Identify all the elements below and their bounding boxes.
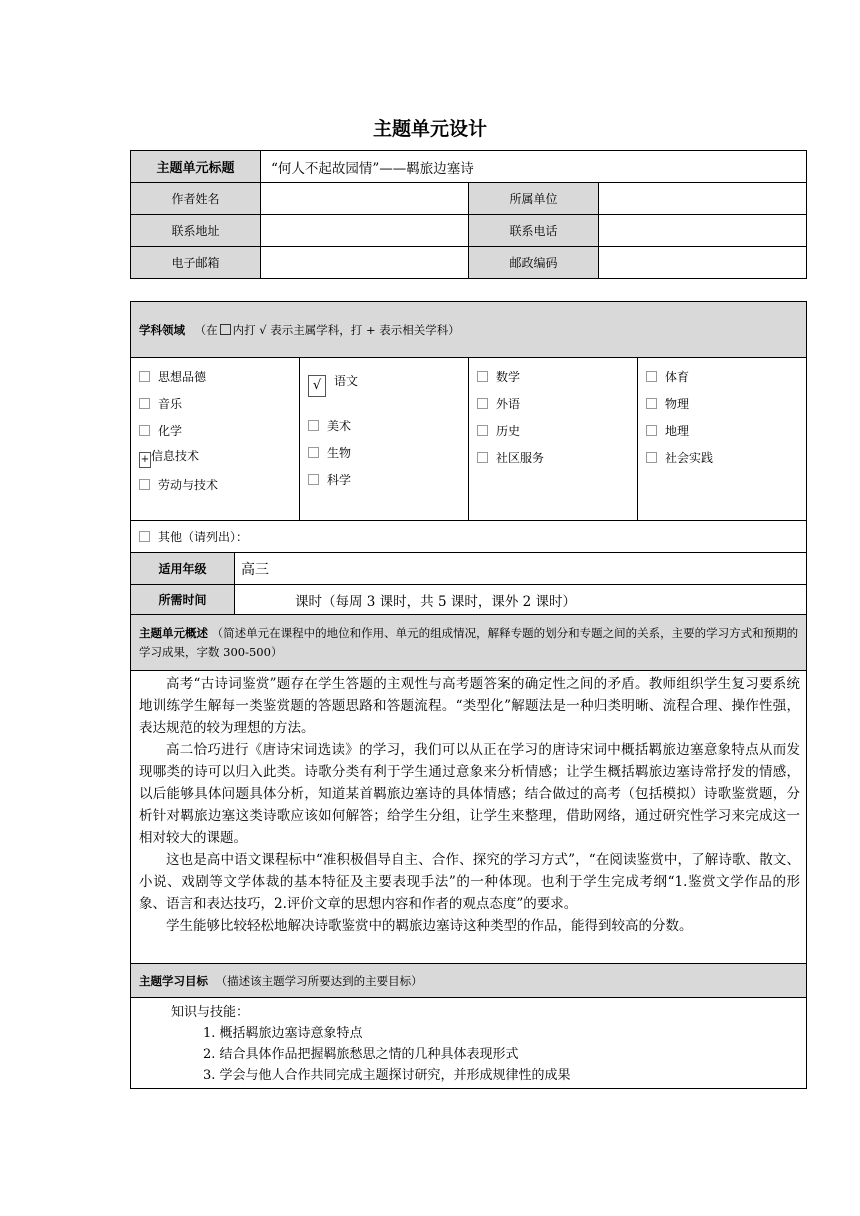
grade-row <box>131 553 807 585</box>
goal-item: 3. 学会与他人合作共同完成主题探讨研究，并形成规律性的成果 <box>203 1068 571 1083</box>
info-table <box>130 150 807 279</box>
goal-item: 1. 概括羁旅边塞诗意象特点 <box>203 1026 363 1041</box>
subject-option[interactable]: 思想品德 <box>139 368 206 385</box>
checkbox-icon[interactable] <box>646 371 657 382</box>
overview-label: 主题单元概述 <box>139 625 208 640</box>
time-row <box>131 585 807 615</box>
design-table <box>130 301 807 1089</box>
page-title: 主题单元设计 <box>372 118 487 140</box>
subject-option[interactable]: 化学 <box>139 422 182 439</box>
subject-option[interactable]: 劳动与技术 <box>139 476 218 493</box>
subject-col-1 <box>131 358 300 521</box>
grade-label: 适用年级 <box>131 553 235 585</box>
overview-header-row <box>131 615 807 671</box>
checkbox-icon[interactable] <box>139 531 150 542</box>
checkbox-icon[interactable] <box>308 474 319 485</box>
unit-title-label: 主题单元标题 <box>131 151 261 183</box>
checkbox-icon[interactable] <box>646 425 657 436</box>
overview-paragraph: 高二恰巧进行《唐诗宋词选读》的学习，我们可以从正在学习的唐诗宋词中概括羁旅边塞意象特点从而发现哪类的诗可以归入此类。诗歌分类有利于学生通过意象来分析情感；让学生概括羁旅边塞诗常抒发的情感，以后能够具体问题具体分析，知道某首羁旅边塞诗的具体情感；结合做过的高考（包括模拟）诗歌鉴赏题，分析针对羁旅边塞这类诗歌应该如何解答；给学生分组，让学生来整理，借助网络，通过研究性学习来完成这一相对较大的课题。 <box>139 742 801 846</box>
overview-paragraph: 这也是高中语文课程标中“准积极倡导自主、合作、探究的学习方式”，“在阅读鉴赏中，了解诗歌、散文、小说、戏剧等文学体裁的基本特征及主要表现手法”的一种体现。也利于学生完成考纲“1.鉴赏文学作品的形象、语言和表达技巧，2.评价文章的思想内容和作者的观点态度”的要求。 <box>139 852 801 912</box>
address-field[interactable] <box>261 215 469 247</box>
checkbox-icon[interactable] <box>646 452 657 463</box>
subject-option-primary[interactable]: √ 语文 <box>308 372 358 397</box>
subject-other-label: 其他（请列出）： <box>158 530 249 544</box>
subject-option[interactable]: 数学 <box>477 368 520 385</box>
phone-label: 联系电话 <box>469 215 599 247</box>
subject-option[interactable]: 物理 <box>646 395 689 412</box>
checkbox-icon[interactable] <box>477 398 488 409</box>
time-label: 所需时间 <box>131 585 235 615</box>
checkbox-icon[interactable] <box>477 425 488 436</box>
checkbox-icon[interactable] <box>308 447 319 458</box>
subject-other-row <box>131 521 807 553</box>
author-field[interactable] <box>261 183 469 215</box>
subject-option-related[interactable]: + 信息技术 <box>139 447 199 468</box>
author-label: 作者姓名 <box>131 183 261 215</box>
overview-note: （简述单元在课程中的地位和作用、单元的组成情况，解释专题的划分和专题之间的关系，主要的学习方式和预期的学习成果，字数 300-500） <box>139 625 799 659</box>
subject-col-4 <box>638 358 807 521</box>
author-row <box>131 183 807 215</box>
unit-title-value[interactable]: “何人不起故园情”——羁旅边塞诗 <box>261 151 807 183</box>
subject-option[interactable]: 美术 <box>308 417 351 434</box>
checkbox-icon[interactable] <box>477 371 488 382</box>
unit-title-row <box>131 151 807 183</box>
check-mark-icon[interactable]: √ <box>308 375 326 397</box>
subject-option[interactable]: 社区服务 <box>477 449 544 466</box>
email-row <box>131 247 807 279</box>
subject-col-3 <box>469 358 638 521</box>
goals-header-row <box>131 964 807 998</box>
overview-paragraph: 高考“古诗词鉴赏”题存在学生答题的主观性与高考题答案的确定性之间的矛盾。教师组织学生复习要系统地训练学生解每一类鉴赏题的答题思路和答题流程。“类型化”解题法是一种归类明晰、流程合理、操作性强，表达规范的较为理想的方法。 <box>139 676 801 736</box>
postcode-field[interactable] <box>599 247 807 279</box>
checkbox-icon[interactable] <box>139 398 150 409</box>
time-value[interactable]: 课时（每周 3 课时，共 5 课时，课外 2 课时） <box>235 585 807 615</box>
subject-options-row <box>131 358 807 521</box>
checkbox-icon[interactable] <box>308 420 319 431</box>
checkbox-icon[interactable] <box>139 425 150 436</box>
goal-item: 2. 结合具体作品把握羁旅愁思之情的几种具体表现形式 <box>203 1047 519 1062</box>
subject-note-suffix: 内打 √ 表示主属学科，打 + 表示相关学科） <box>232 322 460 337</box>
overview-header <box>131 615 807 671</box>
email-field[interactable] <box>261 247 469 279</box>
overview-body-row <box>131 671 807 964</box>
checkbox-icon[interactable] <box>646 398 657 409</box>
address-row <box>131 215 807 247</box>
address-label: 联系地址 <box>131 215 261 247</box>
phone-field[interactable] <box>599 215 807 247</box>
goals-body[interactable] <box>131 998 807 1089</box>
subject-option[interactable]: 音乐 <box>139 395 182 412</box>
subject-label: 学科领域 <box>139 322 185 337</box>
subject-option[interactable]: 生物 <box>308 444 351 461</box>
plus-mark-icon[interactable]: + <box>139 452 151 468</box>
email-label: 电子邮箱 <box>131 247 261 279</box>
postcode-label: 邮政编码 <box>469 247 599 279</box>
goals-body-row <box>131 998 807 1089</box>
goals-heading: 知识与技能： <box>171 1005 250 1020</box>
overview-paragraph: 学生能够比较轻松地解决诗歌鉴赏中的羁旅边塞诗这种类型的作品，能得到较高的分数。 <box>166 918 693 934</box>
subject-option[interactable]: 科学 <box>308 471 351 488</box>
org-label: 所属单位 <box>469 183 599 215</box>
subject-header <box>131 302 807 358</box>
subject-col-2 <box>300 358 469 521</box>
goals-header <box>131 964 807 998</box>
checkbox-icon[interactable] <box>139 479 150 490</box>
subject-note-prefix: （在 <box>194 322 218 337</box>
grade-value[interactable]: 高三 <box>235 553 807 585</box>
subject-option[interactable]: 历史 <box>477 422 520 439</box>
checkbox-icon <box>220 324 231 335</box>
subject-option[interactable]: 地理 <box>646 422 689 439</box>
overview-body[interactable] <box>131 671 807 964</box>
goals-label: 主题学习目标 <box>139 973 208 988</box>
goals-note: （描述该主题学习所要达到的主要目标） <box>215 973 423 988</box>
checkbox-icon[interactable] <box>139 371 150 382</box>
subject-option[interactable]: 体育 <box>646 368 689 385</box>
subject-option[interactable]: 外语 <box>477 395 520 412</box>
org-field[interactable] <box>599 183 807 215</box>
checkbox-icon[interactable] <box>477 452 488 463</box>
subject-other[interactable] <box>131 521 807 553</box>
subject-option[interactable]: 社会实践 <box>646 449 713 466</box>
subject-header-row <box>131 302 807 358</box>
